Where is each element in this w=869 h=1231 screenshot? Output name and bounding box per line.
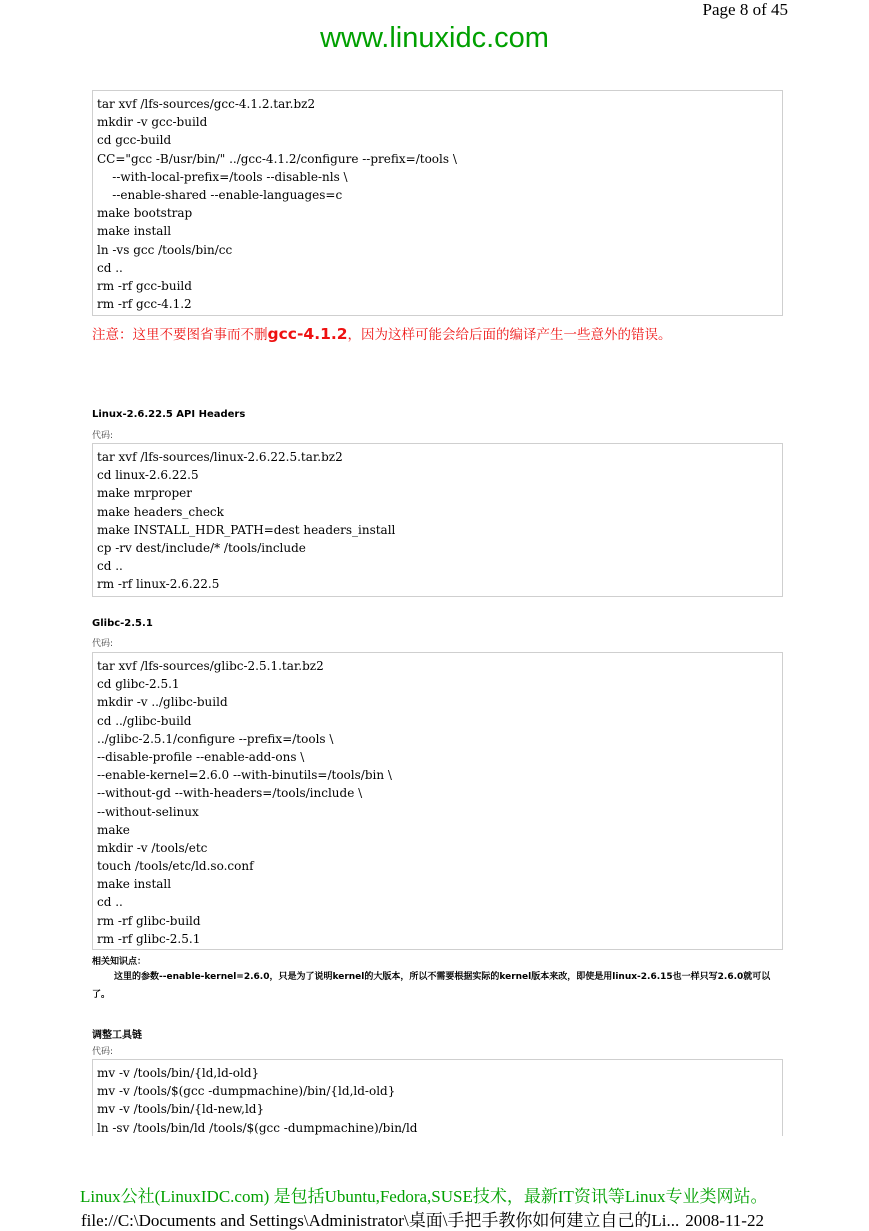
code-line: ln -vs gcc /tools/bin/cc	[97, 242, 233, 257]
code-line: tar xvf /lfs-sources/gcc-4.1.2.tar.bz2	[97, 97, 316, 111]
code-line: tar xvf /lfs-sources/linux-2.6.22.5.tar.bz2	[97, 450, 343, 464]
note-body: 这里的参数--enable-kernel=2.6.0，只是为了说明kernel的大版本，所以不需要根据实际的kernel版本来改，即使是用linux-2.6.15也一样只写2.6.0就可以了。	[92, 972, 771, 1000]
page-number: Page 8 of 45	[702, 0, 788, 19]
code-line: rm -rf gcc-4.1.2	[97, 297, 192, 312]
code-line: rm -rf gcc-build	[97, 278, 192, 293]
code-line: cd ..	[97, 260, 123, 275]
code-block-linux	[92, 443, 783, 597]
code-line: make install	[97, 877, 172, 892]
code-line: make INSTALL_HDR_PATH=dest headers_install	[97, 522, 396, 537]
code-line: mv -v /tools/$(gcc -dumpmachine)/bin/{ld,ld-old}	[97, 1084, 396, 1099]
code-line: cd ../glibc-build	[97, 713, 192, 728]
code-line: --with-local-prefix=/tools --disable-nls \	[97, 169, 348, 184]
code-line: --enable-kernel=2.6.0 --with-binutils=/tools/bin \	[97, 768, 392, 783]
code-line: cd linux-2.6.22.5	[97, 468, 199, 483]
code-line: ln -sv /tools/bin/ld /tools/$(gcc -dumpmachine)/bin/ld	[97, 1120, 418, 1135]
code-line: cp -rv dest/include/* /tools/include	[97, 540, 306, 555]
code-line: make	[97, 822, 130, 837]
code-block-glibc	[92, 652, 783, 950]
code-line: cd gcc-build	[97, 133, 172, 148]
code-block-gcc	[92, 90, 783, 316]
code-line: cd ..	[97, 895, 123, 910]
code-line: --disable-profile --enable-add-ons \	[97, 749, 305, 764]
section-title-linux: Linux-2.6.22.5 API Headers	[92, 409, 246, 420]
code-line: make install	[97, 224, 172, 239]
code-line: make mrproper	[97, 486, 192, 501]
code-line: mkdir -v ../glibc-build	[97, 695, 228, 710]
code-line: --enable-shared --enable-languages=c	[97, 187, 343, 202]
code-line: mkdir -v gcc-build	[97, 115, 208, 130]
code-line: make bootstrap	[97, 206, 193, 221]
code-label: 代码:	[92, 639, 114, 649]
note-title: 相关知识点：	[92, 957, 147, 967]
site-url-watermark: www.linuxidc.com	[320, 22, 549, 54]
footer-slogan: Linux公社(LinuxIDC.com) 是包括Ubuntu,Fedora,SUSE技术，最新IT资讯等Linux专业类网站。	[80, 1187, 768, 1206]
code-line: mv -v /tools/bin/{ld-new,ld}	[97, 1102, 265, 1117]
code-label: 代码:	[92, 431, 114, 441]
warning-suffix: ，因为这样可能会给后面的编译产生一些意外的错误。	[347, 327, 672, 343]
section-title-toolchain: 调整工具链	[92, 1030, 142, 1041]
code-line: rm -rf glibc-2.5.1	[97, 931, 201, 946]
code-line: ../glibc-2.5.1/configure --prefix=/tools \	[97, 731, 334, 746]
code-block-toolchain	[92, 1059, 783, 1136]
warning-note	[92, 323, 672, 343]
code-line: --without-gd --with-headers=/tools/include \	[97, 786, 363, 801]
code-line: cd glibc-2.5.1	[97, 677, 180, 692]
code-line: mkdir -v /tools/etc	[97, 840, 208, 855]
warning-prefix: 注意：这里不要图省事而不删	[92, 327, 268, 343]
code-line: --without-selinux	[97, 804, 199, 819]
code-line: cd ..	[97, 559, 123, 574]
code-line: tar xvf /lfs-sources/glibc-2.5.1.tar.bz2	[97, 659, 324, 673]
footer-date: 2008-11-22	[685, 1211, 764, 1230]
code-line: rm -rf linux-2.6.22.5	[97, 577, 220, 592]
section-title-glibc: Glibc-2.5.1	[92, 618, 153, 629]
code-line: mv -v /tools/bin/{ld,ld-old}	[97, 1066, 260, 1080]
footer-file-path: file://C:\Documents and Settings\Administrator\桌面\手把手教你如何建立自己的Li...	[81, 1211, 680, 1230]
footer-path	[81, 1206, 764, 1231]
code-line: rm -rf glibc-build	[97, 913, 201, 928]
code-line: make headers_check	[97, 504, 224, 519]
code-line: touch /tools/etc/ld.so.conf	[97, 859, 254, 874]
code-label: 代码:	[92, 1047, 114, 1057]
code-line: CC="gcc -B/usr/bin/" ../gcc-4.1.2/configure --prefix=/tools \	[97, 151, 457, 166]
warning-bold: gcc-4.1.2	[267, 325, 348, 343]
